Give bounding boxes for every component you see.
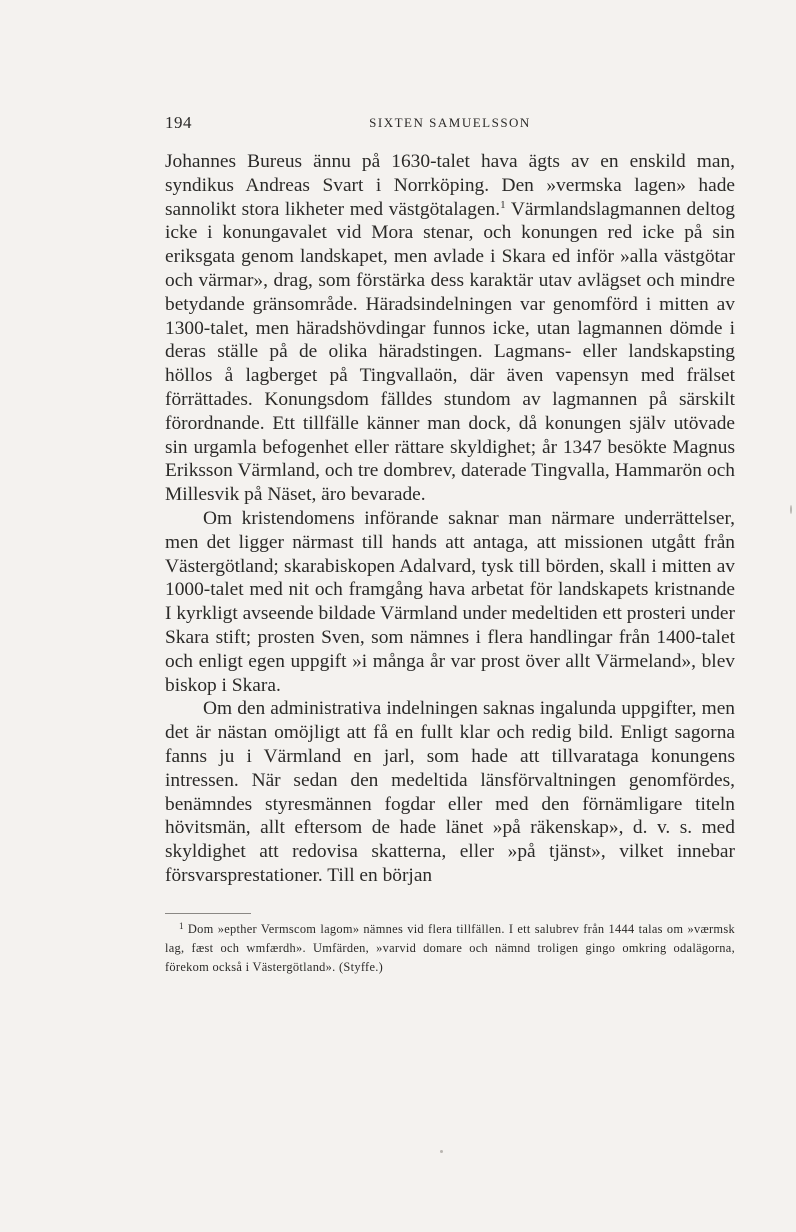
paper-speck <box>790 505 792 514</box>
footnote-paragraph <box>165 920 735 977</box>
main-text <box>165 150 735 888</box>
footnote-number: 1 <box>179 921 184 931</box>
paragraph-1 <box>165 150 735 507</box>
paragraph-1-start: Johannes Bureus ännu på 1630-talet hava ägts av en enskild man, syndikus Andreas Svart i Norrköping. Den »vermska lagen» hade sannolikt stora likheter med västgötalagen. <box>165 151 735 220</box>
footnote-reference: 1 <box>500 198 506 211</box>
paragraph-3: Om den administrativa indelningen saknas ingalunda uppgifter, men det är nästan omöjligt att få en fullt klar och redig bild. Enligt sagorna fanns ju i Värmland en jarl, som hade att tillvarataga konungens intressen. När sedan den medeltida länsförvaltningen genomfördes, benämndes styresmännen fogdar eller med den förnämligare titeln hövitsmän, allt eftersom de hade länet »på räkenskap», d. v. s. med skyldighet att redovisa skatterna, eller »på tjänst», vilket innebar försvarsprestationer. Till en början <box>165 698 735 886</box>
paragraph-1-rest: Värmlandslagmannen deltog icke i konungavalet vid Mora stenar, och konungen red icke på sin eriksgata genom landskapet, men avlade i Skara ed inför »alla västgötar och värmar», drag, som förstärka dess karaktär utav avlägset och mindre betydande gränsområde. Häradsindelningen var genomförd i mitten av 1300-talet, men häradshövdingar funnos icke, utan lagmannen dömde i deras ställe på de olika häradstingen. Lagmans- eller landskapsting höllos å lagberget på Tingvallaön, där även vapensyn med frälset förrättades. Konungsdom fälldes stundom av lagmannen på särskilt förordnande. Ett tillfälle känner man dock, då konungen själv utövade sin urgamla befogenhet eller rättare skyldighet; år 1347 besökte Magnus Eriksson Värmland, och tre dombrev, daterade Tingvalla, Hammarön och Millesvik på Näset, äro bevarade. <box>165 198 735 506</box>
footnote <box>165 920 735 977</box>
paper-speck <box>440 1150 443 1153</box>
page-number: 194 <box>165 113 192 132</box>
paragraph-2: Om kristendomens införande saknar man närmare underrättelser, men det ligger närmast till hands att antaga, att missionen utgått från Västergötland; skarabiskopen Adalvard, tysk till börden, skall i mitten av 1000-talet med nit och framgång hava arbetat för landskapets kristnande I kyrkligt avseende bildade Värmland under medeltiden ett prosteri under Skara stift; prosten Sven, som nämnes i flera handlingar från 1400-talet och enligt egen uppgift »i många år var prost över allt Värmeland», blev biskop i Skara. <box>165 507 735 696</box>
page-header <box>165 113 735 133</box>
footnote-separator <box>165 913 251 914</box>
running-head: SIXTEN SAMUELSSON <box>369 115 531 130</box>
footnote-text: Dom »epther Vermscom lagom» nämnes vid flera tillfällen. I ett salubrev från 1444 talas om »værmsk lag, fæst och wmfærdh». Umfärden, »varvid domare och nämnd troligen gingo omkring odalägorna, förekom också i Västergötland». (Styffe.) <box>165 922 735 974</box>
